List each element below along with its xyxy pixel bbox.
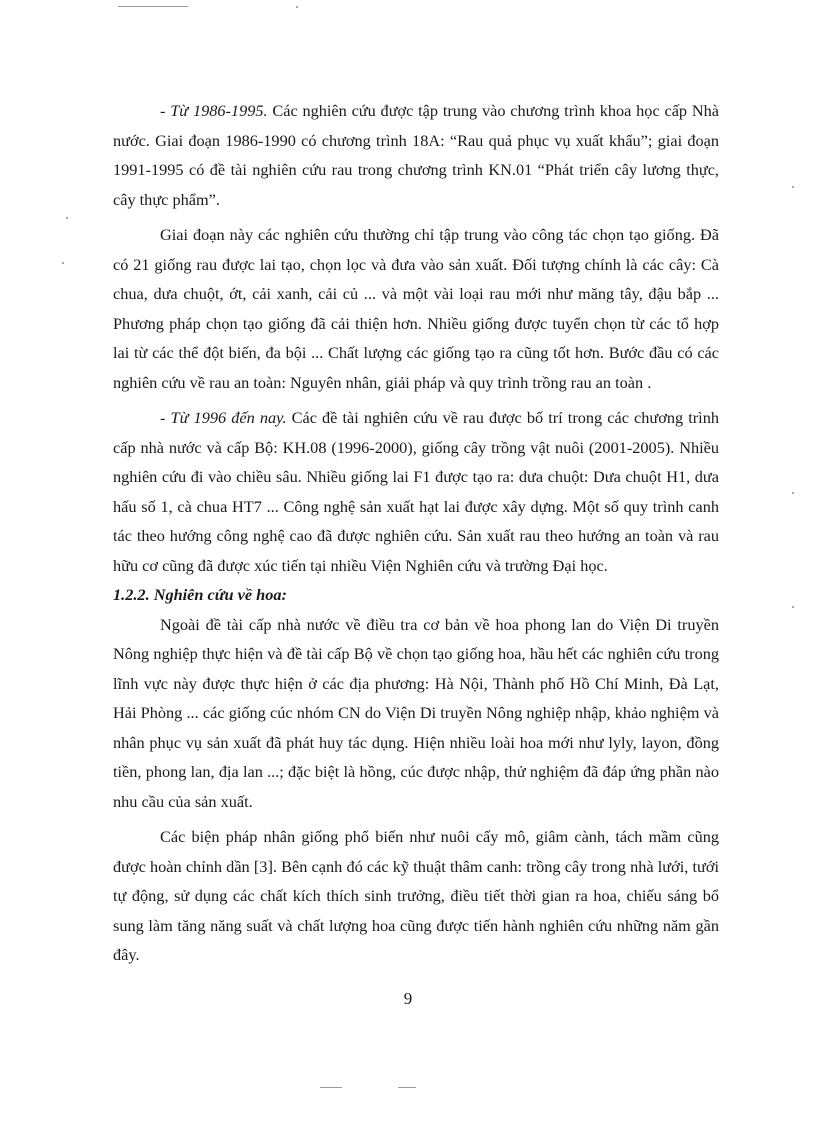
paragraph-period-1996-now	[113, 403, 719, 580]
paragraph-breeding	[113, 220, 719, 397]
paragraph-text: Các biện pháp nhân giống phổ biến như nuôi cấy mô, giâm cành, tách mầm cũng được hoàn chỉnh dần [3]. Bên cạnh đó các kỹ thuật thâm canh: trồng cây trong nhà lưới, tưới tự động, sử dụng các chất kích thích sinh trưởng, điều tiết thời gian ra hoa, chiếu sáng bổ sung làm tăng năng suất và chất lượng hoa cũng được tiến hành nghiên cứu những năm gần đây.	[113, 827, 719, 964]
paragraph-flower-research	[113, 610, 719, 817]
scan-artifact-dot	[792, 606, 794, 608]
paragraph-text: Giai đoạn này các nghiên cứu thường chỉ tập trung vào công tác chọn tạo giống. Đã có 21 giống rau được lai tạo, chọn lọc và đưa vào sản xuất. Đối tượng chính là các cây: Cà chua, dưa chuột, ớt, cải xanh, cải củ ... và một vài loại rau mới như măng tây, đậu bắp ... Phương pháp chọn tạo giống đã cải thiện hơn. Nhiều giống được tuyển chọn từ các tổ hợp lai từ các thể đột biến, đa bội ... Chất lượng các giống tạo ra cũng tốt hơn. Bước đầu có các nghiên cứu về rau an toàn: Nguyên nhân, giải pháp và quy trình trồng rau an toàn .	[113, 225, 719, 392]
paragraph-period-1986-1995	[113, 96, 719, 214]
section-heading: 1.2.2. Nghiên cứu về hoa:	[113, 585, 287, 604]
scan-artifact-dot	[62, 262, 64, 264]
paragraph-propagation	[113, 822, 719, 970]
scan-artifact-bottom	[398, 1087, 416, 1088]
page-number: 9	[403, 989, 413, 1008]
paragraph-text: Ngoài đề tài cấp nhà nước về điều tra cơ bản về hoa phong lan do Viện Di truyền Nông nghiệp thực hiện và đề tài cấp Bộ về chọn tạo giống hoa, hầu hết các nghiên cứu trong lĩnh vực này được thực hiện ở các địa phương: Hà Nội, Thành phố Hồ Chí Minh, Đà Lạt, Hải Phòng ... các giống cúc nhóm CN do Viện Di truyền Nông nghiệp nhập, khảo nghiệm và nhân phục vụ sản xuất đã phát huy tác dụng. Hiện nhiều loài hoa mới như lyly, layon, đồng tiền, phong lan, địa lan ...; đặc biệt là hồng, cúc được nhập, thử nghiệm đã đáp ứng phần nào nhu cầu của sản xuất.	[113, 614, 719, 811]
paragraph-text: Các đề tài nghiên cứu về rau được bố trí trong các chương trình cấp nhà nước và cấp Bộ: KH.08 (1996-2000), giống cây trồng vật nuôi (2001-2005). Nhiều nghiên cứu đi vào chiều sâu. Nhiều giống lai F1 được tạo ra: dưa chuột: Dưa chuột H1, dưa hấu số 1, cà chua HT7 ... Công nghệ sản xuất hạt lai được xây dựng. Một số quy trình canh tác theo hướng công nghệ cao đã được nghiên cứu. Sản xuất rau theo hướng an toàn và rau hữu cơ cũng đã được xúc tiến tại nhiều Viện Nghiên cứu và trường Đại học.	[113, 408, 719, 575]
scan-artifact-bottom	[320, 1087, 342, 1088]
scan-artifact-top	[118, 6, 188, 7]
period-lead: - Từ 1996 đến nay.	[160, 408, 287, 427]
period-lead: - Từ 1986-1995.	[160, 101, 268, 120]
body-text	[113, 96, 719, 970]
scan-artifact-dot	[66, 217, 68, 219]
paragraph-text: Các nghiên cứu được tập trung vào chương trình khoa học cấp Nhà nước. Giai đoạn 1986-1990 có chương trình 18A: “Rau quả phục vụ xuất khẩu”; giai đoạn 1991-1995 có đề tài nghiên cứu rau trong chương trình KN.01 “Phát triển cây lương thực, cây thực phẩm”.	[113, 101, 719, 209]
scan-artifact-dot	[792, 186, 794, 188]
scan-artifact-dot	[792, 492, 794, 494]
scan-artifact-dot	[296, 6, 298, 8]
